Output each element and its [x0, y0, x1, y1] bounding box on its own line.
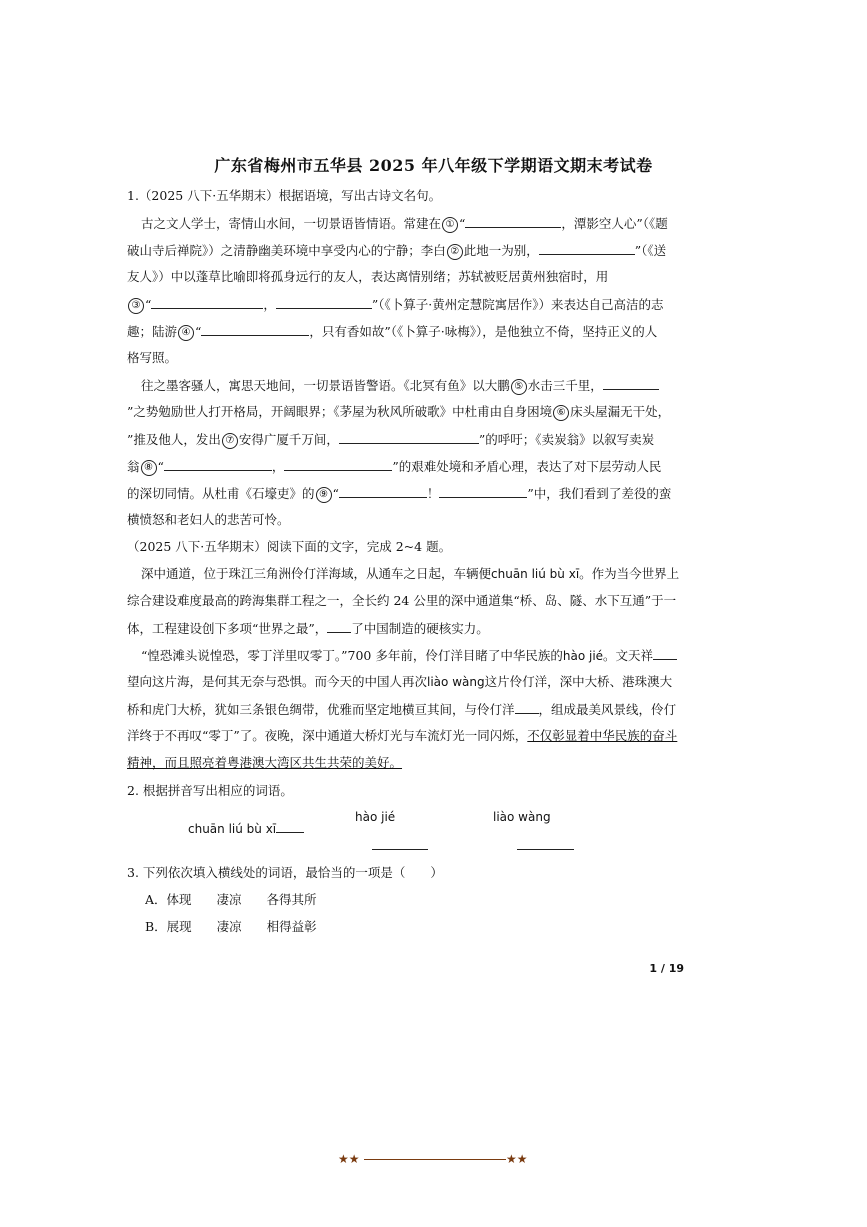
passage-text: ，组成最美风景线，伶仃 — [538, 702, 677, 717]
answer-blank[interactable] — [465, 214, 561, 228]
passage-text: 这片伶仃洋，深中大桥、港珠澳大 — [484, 674, 673, 689]
circle-number-3: ③ — [128, 298, 144, 314]
passage-line-8: 精神，而且照亮着粤港澳大湾区共生共荣的美好。 — [127, 755, 403, 770]
answer-blank[interactable] — [284, 457, 392, 471]
q1-text: 水击三千里， — [527, 378, 603, 393]
q1-text: 床头屋漏无干处， — [570, 404, 671, 419]
answer-blank[interactable] — [439, 484, 527, 498]
passage-line-2: 综合建设难度最高的跨海集群工程之一，全长约 24 公里的深中通道集“桥、岛、隧、水下互通”于一 — [127, 593, 677, 608]
pinyin-text: hào jié — [562, 649, 604, 663]
answer-blank[interactable] — [603, 376, 659, 390]
underlined-sentence: 不仅彰显着中华民族的奋斗 — [527, 728, 678, 743]
answer-blank[interactable] — [151, 295, 263, 309]
q3-heading: 3. 下列依次填入横线处的词语，最恰当的一项是（ ） — [127, 865, 443, 880]
answer-blank[interactable] — [339, 484, 427, 498]
q1-line-11 — [127, 484, 687, 503]
answer-blank[interactable] — [276, 822, 304, 833]
passage-text: 了中国制造的硬核实力。 — [351, 621, 489, 636]
passage-text: 桥和虎门大桥，犹如三条银色绸带，优雅而坚定地横亘其间，与伶仃洋 — [127, 702, 515, 717]
q1-text: ”推及他人，发出 — [127, 432, 221, 447]
passage-line-4 — [141, 646, 701, 665]
q1-text: ”（《卜算子·黄州定慧院寓居作》）来表达自己高洁的志 — [371, 297, 664, 312]
circle-number-7: ⑦ — [222, 433, 238, 449]
answer-blank[interactable] — [653, 646, 677, 660]
pinyin-text: chuān liú bù xī — [188, 822, 277, 836]
answer-blank[interactable] — [276, 295, 372, 309]
q1-line-9 — [127, 430, 687, 449]
footer-rule — [364, 1159, 506, 1160]
q1-text: “ — [459, 216, 466, 231]
q1-text: 古之文人学士，寄情山水间，一切景语皆情语。常建在 — [141, 216, 442, 231]
pinyin-text: chuān liú bù xī — [491, 567, 580, 581]
star-icon: ★★ — [338, 1152, 360, 1166]
q1-line-10 — [127, 457, 687, 476]
answer-blank[interactable] — [372, 849, 428, 850]
q1-text: ，潭影空人心”（《题 — [561, 216, 668, 231]
q1-line-5 — [127, 322, 687, 341]
q1-text: ”之势勉励世人打开格局，开阔眼界；《茅屋为秋风所破歌》中杜甫由自身困境 — [127, 404, 553, 419]
footer-ornament — [338, 1151, 532, 1167]
q1-text: 往之墨客骚人，寓思天地间，一切景语皆警语。《北冥有鱼》以大鹏 — [141, 378, 510, 393]
circle-number-9: ⑨ — [316, 487, 332, 503]
q1-text: 的深切同情。从杜甫《石壕吏》的 — [127, 486, 315, 501]
answer-blank[interactable] — [539, 241, 635, 255]
passage-text: 。作为当今世界上 — [579, 566, 680, 581]
q1-text: ， — [263, 297, 276, 312]
q1-text: 破山寺后禅院》）之清静幽美环境中享受内心的宁静；李白 — [127, 243, 446, 258]
q1-line-12: 横愤怒和老妇人的悲苦可怜。 — [127, 512, 290, 527]
passage-line-3 — [127, 619, 687, 638]
q1-text: ”的呼吁；《卖炭翁》以叙写卖炭 — [478, 432, 655, 447]
answer-blank[interactable] — [327, 619, 351, 633]
q1-text: “ — [332, 486, 339, 501]
q1-text: “ — [157, 459, 164, 474]
q1-text: ！ — [426, 486, 440, 501]
circle-number-1: ① — [442, 217, 458, 233]
answer-blank[interactable] — [339, 430, 479, 444]
q1-line-2 — [127, 241, 687, 260]
option-a[interactable]: A．体现 凄凉 各得其所 — [145, 892, 317, 907]
passage-text: 望向这片海，是何其无奈与恐惧。而今天的中国人再次 — [127, 674, 428, 689]
q1-line-1 — [141, 214, 701, 233]
q1-text: ”（《送 — [634, 243, 667, 258]
q1-line-3: 友人》）中以蓬草比喻即将孤身远行的友人，表达离情别绪；苏轼被贬居黄州独宿时，用 — [127, 269, 609, 284]
passage-text: 。文天祥 — [603, 648, 654, 663]
q1-text: ”中，我们看到了差役的蛮 — [527, 486, 672, 501]
pinyin-item-2: hào jié — [355, 810, 396, 824]
q1-text: 安得广厦千万间， — [238, 432, 339, 447]
q1-text: ， — [271, 459, 285, 474]
page-title: 广东省梅州市五华县 2025 年八年级下学期语文期末考试卷 — [214, 156, 653, 175]
answer-blank[interactable] — [515, 700, 539, 714]
q1-text: 趣；陆游 — [127, 324, 178, 339]
q1-text: ，只有香如故”（《卜算子·咏梅》），是他独立不倚，坚持正义的人 — [309, 324, 658, 339]
q1-text: 此地一为别， — [463, 243, 539, 258]
q1-heading: 1.（2025 八下·五华期末）根据语境，写出古诗文名句。 — [127, 188, 442, 203]
circle-number-5: ⑤ — [511, 379, 527, 395]
passage-text: “惶恐滩头说惶恐，零丁洋里叹零丁。”700 多年前，伶仃洋目睹了中华民族的 — [141, 648, 563, 663]
passage-text: 洋终于不再叹“零丁”了。夜晚，深中通道大桥灯光与车流灯光一同闪烁， — [127, 728, 528, 743]
q1-line-4 — [127, 295, 687, 314]
answer-blank[interactable] — [201, 322, 309, 336]
q1-line-7 — [141, 376, 701, 395]
pinyin-text: liào wàng — [427, 675, 485, 689]
answer-blank[interactable] — [517, 849, 574, 850]
passage-text: 体，工程建设创下多项“世界之最”， — [127, 621, 328, 636]
circle-number-2: ② — [447, 244, 463, 260]
answer-blank[interactable] — [164, 457, 272, 471]
page-number: 1 / 19 — [649, 962, 684, 975]
q1-text: “ — [195, 324, 202, 339]
star-icon: ★★ — [506, 1152, 528, 1166]
passage-line-7 — [127, 727, 687, 745]
q1-text: “ — [145, 297, 152, 312]
q1-text: ”的艰难处境和矛盾心理，表达了对下层劳动人民 — [392, 459, 662, 474]
passage-line-6 — [127, 700, 687, 719]
q1-text: 翁 — [127, 459, 140, 474]
circle-number-8: ⑧ — [141, 460, 157, 476]
circle-number-6: ⑥ — [553, 405, 569, 421]
q1-line-6: 格写照。 — [127, 350, 178, 365]
q1-line-8 — [127, 403, 687, 421]
passage-line-5 — [127, 673, 687, 691]
passage-text: 深中通道，位于珠江三角洲伶仃洋海域，从通车之日起，车辆便 — [141, 566, 492, 581]
q2-heading: 2. 根据拼音写出相应的词语。 — [127, 783, 293, 798]
passage-heading: （2025 八下·五华期末）阅读下面的文字，完成 2~4 题。 — [127, 539, 452, 554]
pinyin-item-1 — [188, 822, 304, 836]
pinyin-item-3: liào wàng — [493, 810, 551, 824]
option-b[interactable]: B．展现 凄凉 相得益彰 — [145, 919, 317, 934]
circle-number-4: ④ — [178, 325, 194, 341]
passage-line-1 — [141, 565, 701, 583]
